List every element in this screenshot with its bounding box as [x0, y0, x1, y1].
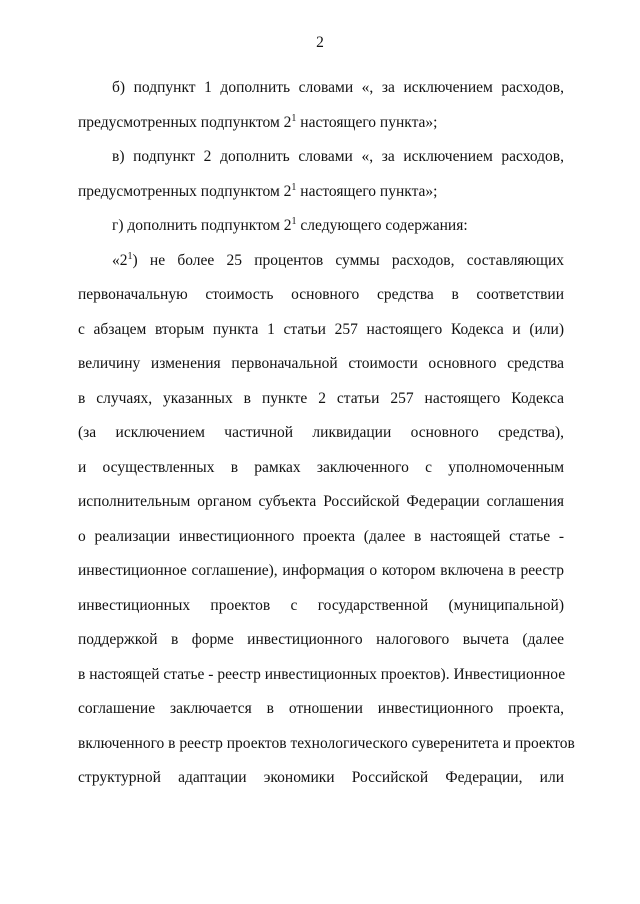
text-segment: с абзацем вторым пункта 1 статьи 257 настоящего Кодекса и (или) — [78, 320, 564, 338]
text-line — [78, 313, 564, 348]
superscript: 1 — [291, 216, 297, 227]
text-line — [78, 727, 575, 762]
text-segment: настоящего пункта»; — [296, 113, 438, 131]
text-line — [78, 520, 564, 555]
text-segment: настоящего пункта»; — [296, 182, 438, 200]
text-line — [78, 623, 564, 658]
text-line — [78, 761, 564, 796]
page-number: 2 — [316, 34, 324, 51]
text-segment: инвестиционное соглашение), информация о котором включена в реестр — [78, 562, 564, 579]
text-segment: структурной адаптации экономики Российской Федерации, или — [78, 769, 564, 786]
text-segment: б) подпункт 1 дополнить словами «, за исключением расходов, — [112, 79, 564, 96]
text-segment: в случаях, указанных в пункте 2 статьи 257 настоящего Кодекса — [78, 389, 564, 407]
text-segment: инвестиционных проектов с государственной (муниципальной) — [78, 596, 564, 614]
superscript: 1 — [127, 250, 133, 262]
text-segment: величину изменения первоначальной стоимости основного средства — [78, 355, 564, 372]
text-line — [78, 244, 564, 279]
text-segment: ) не более 25 процентов суммы расходов, составляющих — [132, 251, 564, 269]
text-segment: предусмотренных подпунктом 2 — [78, 182, 292, 200]
text-line — [78, 485, 564, 520]
text-line — [78, 451, 564, 486]
text-segment: (за исключением частичной ликвидации основного средства), — [78, 424, 564, 441]
text-line — [78, 692, 564, 727]
text-line — [78, 416, 564, 451]
text-line — [78, 347, 564, 382]
text-line — [78, 382, 564, 417]
text-segment: следующего содержания: — [296, 217, 468, 234]
document-body — [78, 71, 575, 796]
text-segment: и осуществленных в рамках заключенного с уполномоченным — [78, 458, 564, 476]
superscript: 1 — [291, 181, 297, 193]
text-line — [78, 106, 564, 141]
text-line — [78, 278, 564, 313]
text-line — [78, 658, 564, 693]
text-segment: включенного в реестр проектов технологического суверенитета и проектов — [78, 734, 575, 752]
text-line — [78, 589, 564, 624]
text-line — [78, 140, 564, 175]
text-segment: первоначальную стоимость основного средства в соответствии — [78, 286, 564, 303]
text-segment: о реализации инвестиционного проекта (далее в настоящей статье - — [78, 527, 564, 545]
text-segment: поддержкой в форме инвестиционного налогового вычета (далее — [78, 631, 564, 648]
text-line — [78, 175, 564, 210]
text-segment: г) дополнить подпунктом 2 — [112, 217, 292, 234]
text-line — [78, 554, 564, 589]
text-segment: исполнительным органом субъекта Российской Федерации соглашения — [78, 493, 564, 510]
text-line — [78, 209, 564, 244]
superscript: 1 — [291, 112, 297, 124]
text-segment: в настоящей статье - реестр инвестиционных проектов). Инвестиционное — [78, 665, 566, 683]
text-line — [78, 71, 564, 106]
text-segment: в) подпункт 2 дополнить словами «, за исключением расходов, — [112, 148, 564, 165]
text-segment: «2 — [112, 251, 128, 269]
text-segment: предусмотренных подпунктом 2 — [78, 113, 292, 131]
text-segment: соглашение заключается в отношении инвестиционного проекта, — [78, 700, 564, 717]
